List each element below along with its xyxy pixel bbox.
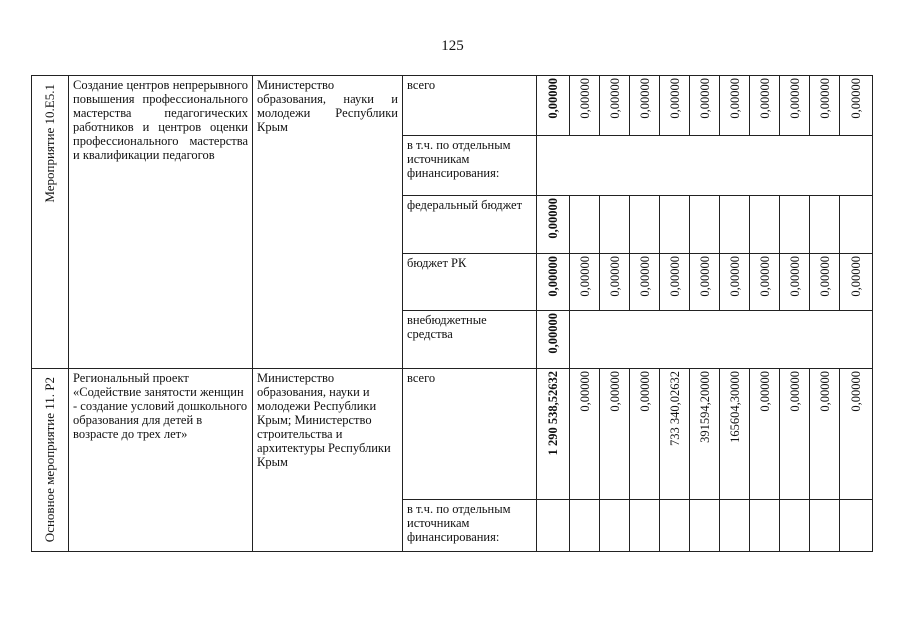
total-cell: 0,00000 — [537, 196, 570, 253]
source-label: бюджет РК — [403, 253, 537, 310]
year-cell — [750, 196, 780, 253]
year-cell: 0,00000 — [630, 369, 660, 500]
activity-executor: Министерство образования, науки и молодежи Республики Крым — [253, 76, 403, 369]
total-cell — [537, 499, 570, 551]
year-cell: 0,00000 — [810, 369, 840, 500]
empty-span-cell — [537, 136, 873, 196]
year-cell: 0,00000 — [600, 253, 630, 310]
year-cell: 0,00000 — [840, 369, 873, 500]
activity-code: Основное мероприятие 11. Р2 — [42, 377, 57, 543]
year-cell: 0,00000 — [750, 253, 780, 310]
year-cell — [810, 499, 840, 551]
year-cell: 0,00000 — [780, 76, 810, 136]
year-cell: 0,00000 — [750, 76, 780, 136]
year-cell — [600, 196, 630, 253]
table-row — [32, 369, 873, 500]
year-cell — [780, 499, 810, 551]
year-cell — [630, 499, 660, 551]
year-cell: 0,00000 — [810, 253, 840, 310]
page-number: 125 — [441, 38, 464, 54]
year-cell: 0,00000 — [690, 76, 720, 136]
activity-code-cell — [32, 76, 69, 369]
year-cell: 165604,30000 — [720, 369, 750, 500]
year-cell — [810, 196, 840, 253]
year-cell — [660, 196, 690, 253]
total-cell: 0,00000 — [537, 76, 570, 136]
year-cell: 0,00000 — [570, 369, 600, 500]
source-label: всего — [403, 369, 537, 500]
activity-name: Региональный проект «Содействие занятости женщин - создание условий дошкольного образования для детей в возрасте до трех лет» — [69, 369, 253, 552]
source-label: в т.ч. по отдельным источникам финансирования: — [403, 136, 537, 196]
year-cell: 391594,20000 — [690, 369, 720, 500]
year-cell — [750, 499, 780, 551]
year-cell: 0,00000 — [750, 369, 780, 500]
year-cell — [660, 499, 690, 551]
source-label: в т.ч. по отдельным источникам финансирования: — [403, 499, 537, 551]
year-cell: 0,00000 — [660, 76, 690, 136]
budget-table — [31, 75, 873, 552]
year-cell — [780, 196, 810, 253]
year-cell: 0,00000 — [570, 253, 600, 310]
source-label: внебюджетные средства — [403, 310, 537, 368]
year-cell: 0,00000 — [690, 253, 720, 310]
year-cell: 0,00000 — [720, 76, 750, 136]
year-cell — [720, 196, 750, 253]
year-cell — [720, 499, 750, 551]
year-cell: 0,00000 — [720, 253, 750, 310]
activity-name: Создание центров непрерывного повышения профессионального мастерства педагогических работников и центров оценки профессионального мастерства и квалификации педагогов — [69, 76, 253, 369]
table-row — [32, 76, 873, 136]
empty-span-cell — [570, 310, 873, 368]
year-cell: 0,00000 — [780, 369, 810, 500]
year-cell: 0,00000 — [840, 76, 873, 136]
year-cell — [690, 499, 720, 551]
year-cell — [570, 499, 600, 551]
source-label: федеральный бюджет — [403, 196, 537, 253]
activity-code: Мероприятие 10.Е5.1 — [42, 84, 57, 203]
year-cell — [570, 196, 600, 253]
total-cell: 0,00000 — [537, 253, 570, 310]
year-cell — [630, 196, 660, 253]
total-cell: 0,00000 — [537, 310, 570, 368]
year-cell: 0,00000 — [600, 76, 630, 136]
year-cell: 0,00000 — [630, 76, 660, 136]
year-cell: 0,00000 — [660, 253, 690, 310]
source-label: всего — [403, 76, 537, 136]
year-cell: 0,00000 — [780, 253, 810, 310]
year-cell: 0,00000 — [570, 76, 600, 136]
year-cell: 0,00000 — [810, 76, 840, 136]
year-cell: 0,00000 — [840, 253, 873, 310]
activity-executor: Министерство образования, науки и молодежи Республики Крым; Министерство строительства и архитектуры Республики Крым — [253, 369, 403, 552]
year-cell — [690, 196, 720, 253]
year-cell: 0,00000 — [630, 253, 660, 310]
year-cell — [840, 196, 873, 253]
total-cell: 1 290 538,52632 — [537, 369, 570, 500]
year-cell: 733 340,02632 — [660, 369, 690, 500]
activity-code-cell — [32, 369, 69, 552]
year-cell: 0,00000 — [600, 369, 630, 500]
year-cell — [840, 499, 873, 551]
year-cell — [600, 499, 630, 551]
